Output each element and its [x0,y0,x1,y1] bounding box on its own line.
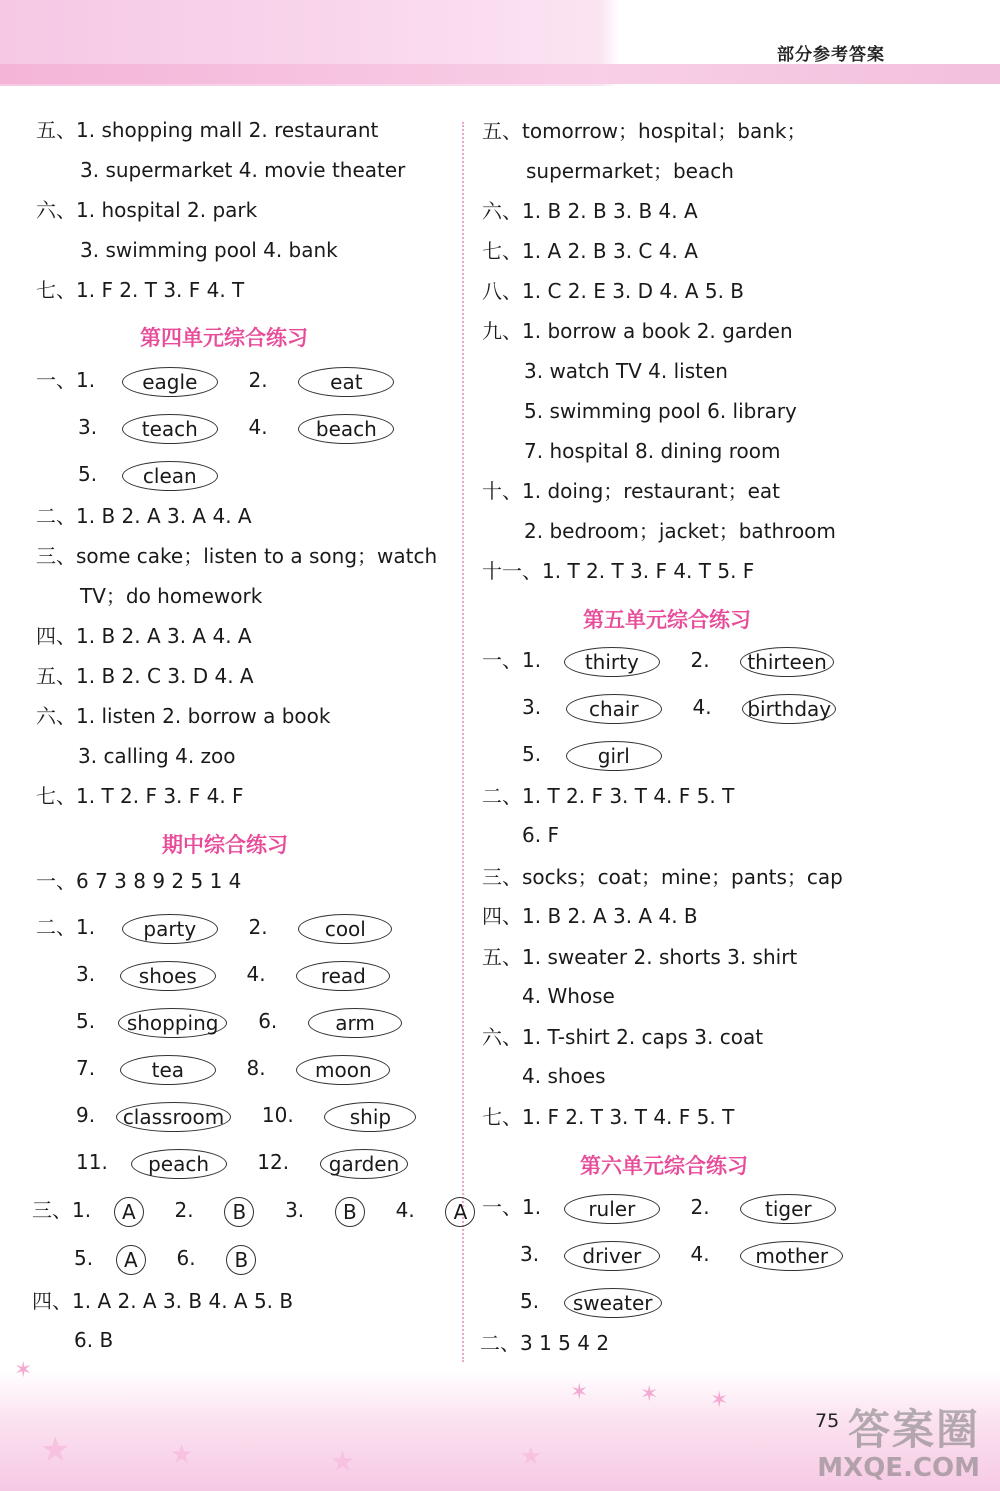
circled-letters-row [32,1190,475,1230]
answer-line: 七、1. F 2. T 3. F 4. T [36,278,245,302]
answer-line: 6. F [522,823,559,847]
answer-line: 五、1. B 2. C 3. D 4. A [36,664,254,688]
watermark-logo-text: 答案圈 [847,1405,980,1454]
item-label: 11. [76,1150,108,1174]
answer-line: 五、tomorrow；hospital；bank； [482,119,807,143]
circled-word: classroom [116,1102,231,1132]
answer-line: TV；do homework [80,584,263,608]
circled-word: arm [308,1008,402,1038]
circled-word: eat [298,367,394,397]
circled-word: beach [298,414,394,444]
circled-word: clean [122,461,218,491]
star-decoration-icon: ★ [520,1442,542,1470]
item-label: 3. [78,415,98,439]
circled-letter: B [335,1197,365,1227]
item-label: 3. [520,1242,540,1266]
answer-line: 6. B [74,1328,114,1352]
item-label: 12. [257,1150,290,1174]
answer-line: 五、1. sweater 2. shorts 3. shirt [482,945,798,969]
star-decoration-icon: ✶ [640,1382,659,1407]
answer-line: 五、1. shopping mall 2. restaurant [36,118,379,142]
circled-word: ship [324,1102,416,1132]
item-label: 6. [258,1009,278,1033]
answer-line: 九、1. borrow a book 2. garden [482,319,793,343]
circled-letter: B [226,1245,256,1275]
item-label: 2. [174,1198,194,1222]
circled-word: party [122,914,218,944]
circled-word: peach [131,1149,227,1179]
circled-letters-row [74,1238,256,1278]
circled-word: shopping [118,1008,228,1038]
answer-line: 四、1. B 2. A 3. A 4. B [482,904,698,928]
section-title-unit5: 第五单元综合练习 [583,608,751,632]
header-title: 部分参考答案 [777,45,885,65]
item-label: 8. [246,1056,266,1080]
star-decoration-icon: ✶ [570,1380,589,1405]
circled-words-row [520,1281,662,1321]
circled-word: ruler [564,1194,660,1224]
answer-line: 十一、1. T 2. T 3. F 4. T 5. F [482,559,755,583]
answer-line: 七、1. T 2. F 3. F 4. F [36,784,244,808]
item-label: 3. [522,695,542,719]
item-label: 5. [74,1246,94,1270]
circled-word: shoes [120,961,216,991]
item-label: 二、1. [36,915,96,939]
circled-word: read [296,961,390,991]
item-label: 6. [176,1246,196,1270]
answer-line: supermarket；beach [526,159,734,183]
answer-line: 3. swimming pool 4. bank [80,238,338,262]
circled-word: tea [120,1055,216,1085]
section-title-unit6: 第六单元综合练习 [580,1154,748,1178]
item-label: 3. [285,1198,305,1222]
circled-word: sweater [564,1288,662,1318]
circled-words-row [76,1048,390,1088]
answer-line: 7. hospital 8. dining room [524,439,781,463]
page-header [0,0,1000,86]
answer-line: 二、1. B 2. A 3. A 4. A [36,504,252,528]
column-divider [462,122,464,1362]
answer-line: 3. calling 4. zoo [78,744,236,768]
section-title-unit4: 第四单元综合练习 [140,326,308,350]
circled-words-row [76,954,390,994]
star-decoration-icon: ✶ [710,1388,729,1413]
circled-letter: A [114,1197,144,1227]
circled-word: eagle [122,367,218,397]
circled-word: birthday [742,694,836,724]
star-decoration-icon: ★ [170,1440,194,1470]
item-label: 9. [76,1103,96,1127]
answer-line: 六、1. hospital 2. park [36,198,258,222]
item-label: 2. [248,368,268,392]
circled-words-row [520,1234,843,1274]
circled-words-row [36,907,392,947]
circled-word: thirteen [740,647,833,677]
circled-words-row [76,1001,402,1041]
answer-line: 六、1. listen 2. borrow a book [36,704,331,728]
circled-words-row [78,454,218,494]
item-label: 一、1. [36,368,96,392]
answer-line: 二、3 1 5 4 2 [480,1331,610,1355]
item-label: 3. [76,962,96,986]
circled-words-row [522,687,836,727]
circled-word: tiger [740,1194,836,1224]
item-label: 4. [395,1198,415,1222]
circled-words-row [36,360,394,400]
circled-words-row [76,1095,416,1135]
item-label: 4. [692,695,712,719]
circled-word: garden [320,1149,409,1179]
answer-line: 四、1. B 2. A 3. A 4. A [36,624,252,648]
answer-line: 七、1. A 2. B 3. C 4. A [482,239,698,263]
answer-line: 4. Whose [522,984,615,1008]
item-label: 4. [246,962,266,986]
circled-word: mother [740,1241,843,1271]
watermark-url: MXQE.COM [817,1453,980,1483]
item-label: 4. [248,415,268,439]
item-label: 一、1. [482,648,542,672]
item-label: 2. [248,915,268,939]
circled-word: cool [298,914,392,944]
circled-letter: B [224,1197,254,1227]
circled-letter: A [116,1245,146,1275]
answer-line: 3. watch TV 4. listen [524,359,728,383]
circled-letter: A [445,1197,475,1227]
item-label: 7. [76,1056,96,1080]
circled-words-row [76,1142,408,1182]
answer-line: 三、socks；coat；mine；pants；cap [482,865,843,889]
item-label: 一、1. [482,1195,542,1219]
item-label: 2. [690,648,710,672]
item-label: 5. [522,742,542,766]
circled-word: teach [122,414,218,444]
star-decoration-icon: ★ [330,1445,356,1478]
answer-line: 二、1. T 2. F 3. T 4. F 5. T [482,784,735,808]
item-label: 4. [690,1242,710,1266]
item-label: 三、1. [32,1198,92,1222]
answer-line: 2. bedroom；jacket；bathroom [524,519,836,543]
answer-line: 四、1. A 2. A 3. B 4. A 5. B [32,1289,294,1313]
circled-word: thirty [564,647,660,677]
circled-word: moon [296,1055,390,1085]
item-label: 10. [261,1103,294,1127]
answer-line: 三、some cake；listen to a song；watch [36,544,438,568]
answer-line: 八、1. C 2. E 3. D 4. A 5. B [482,279,745,303]
item-label: 5. [520,1289,540,1313]
watermark [800,1395,980,1485]
star-decoration-icon: ✶ [14,1358,33,1383]
star-decoration-icon: ★ [40,1430,71,1470]
answer-line: 六、1. T-shirt 2. caps 3. coat [482,1025,764,1049]
item-label: 2. [690,1195,710,1219]
page-number: 75 [815,1410,840,1432]
circled-word: girl [566,741,662,771]
answer-line: 七、1. F 2. T 3. T 4. F 5. T [482,1105,735,1129]
section-title-midterm: 期中综合练习 [162,833,288,857]
circled-words-row [482,640,834,680]
item-label: 5. [78,462,98,486]
circled-words-row [522,734,662,774]
answer-line: 5. swimming pool 6. library [524,399,797,423]
answer-line: 3. supermarket 4. movie theater [80,158,406,182]
circled-words-row [78,407,394,447]
answer-line: 一、6 7 3 8 9 2 5 1 4 [36,869,242,893]
answer-line: 4. shoes [522,1064,606,1088]
circled-word: driver [564,1241,660,1271]
item-label: 5. [76,1009,96,1033]
circled-word: chair [566,694,662,724]
header-band [0,64,1000,84]
circled-words-row [482,1187,836,1227]
answer-line: 六、1. B 2. B 3. B 4. A [482,199,698,223]
answer-line: 十、1. doing；restaurant；eat [482,479,780,503]
